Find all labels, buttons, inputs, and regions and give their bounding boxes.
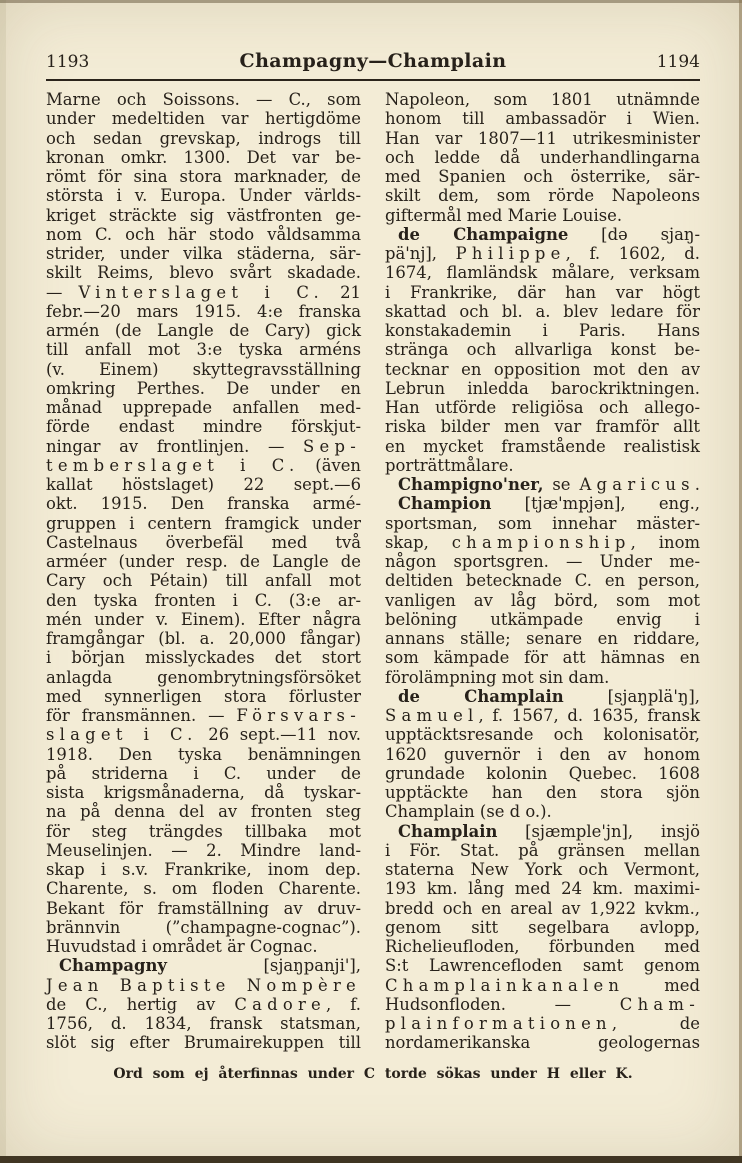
text-line: den tyska fronten i C. (3:e ar-: [46, 590, 361, 610]
text-line: största i v. Europa. Under världs-: [46, 186, 361, 206]
text-line: någon sportsgren. — Under me-: [385, 552, 700, 571]
text-line: — Vinterslaget i C. 21: [46, 282, 361, 302]
text-line: grundade kolonin Quebec. 1608: [385, 763, 700, 783]
text-line: tecknar en opposition mot den av: [385, 359, 700, 379]
text-line: febr.—20 mars 1915. 4:e franska: [46, 301, 361, 321]
text-line: Champigno'ner, se Agaricus.: [398, 475, 700, 494]
text-line: gruppen i centern framgick under: [46, 513, 361, 533]
text-line: honom till ambassadör i Wien.: [385, 109, 700, 129]
text-line: na på denna del av fronten steg: [46, 802, 361, 822]
text-line: de C., hertig av Cadore, f.: [46, 994, 361, 1014]
text-line: till anfall mot 3:e tyska arméns: [46, 340, 361, 360]
text-column-right: [385, 90, 700, 1053]
text-line: 1756, d. 1834, fransk statsman,: [46, 1014, 361, 1033]
text-line: månad upprepade anfallen med-: [46, 398, 361, 417]
page-header: [46, 50, 700, 72]
text-line: en mycket framstående realistisk: [385, 436, 700, 456]
text-line: på striderna i C. under de: [46, 763, 361, 783]
text-line: Hudsonfloden. — Cham-: [385, 994, 700, 1014]
text-line: kronan omkr. 1300. Det var be-: [46, 147, 361, 167]
text-line: kriget sträckte sig västfronten ge-: [46, 205, 361, 225]
text-line: skattad och bl. a. blev ledare för: [385, 301, 700, 321]
text-line: slaget i C. 26 sept.—11 nov.: [46, 725, 361, 745]
text-line: förde endast mindre förskjut-: [46, 417, 361, 437]
text-line: okt. 1915. Den franska armé-: [46, 494, 361, 514]
footer-note: Ord som ej återfinnas under C torde sökas under H eller K.: [113, 1065, 633, 1082]
text-line: arméer (under resp. de Langle de: [46, 552, 361, 571]
text-line: under medeltiden var hertigdöme: [46, 109, 361, 129]
text-line: Richelieufloden, förbunden med: [385, 937, 700, 956]
text-line: Castelnaus överbefäl med två: [46, 532, 361, 552]
text-line: Meuselinjen. — 2. Mindre land-: [46, 840, 361, 860]
text-line: 193 km. lång med 24 km. maximi-: [385, 879, 700, 899]
text-line: 1918. Den tyska benämningen: [46, 744, 361, 764]
text-line: Jean Baptiste Nompère: [46, 975, 361, 995]
text-line: sportsman, som innehar mäster-: [385, 513, 700, 533]
text-line: i För. Stat. på gränsen mellan: [385, 840, 700, 860]
text-line: och sedan grevskap, indrogs till: [46, 128, 361, 148]
text-line: armén (de Langle de Cary) gick: [46, 321, 361, 340]
text-line: skap, championship, inom: [385, 532, 700, 552]
text-line: giftermål med Marie Louise.: [385, 205, 623, 225]
text-line: upptäcktsresande och kolonisatör,: [385, 725, 700, 745]
text-line: de Champaigne [də sjaŋ-: [398, 224, 700, 244]
text-line: 1674, flamländsk målare, verksam: [385, 263, 700, 283]
text-column-left: [46, 90, 361, 1053]
text-line: strider, under vilka städerna, sär-: [46, 244, 361, 263]
text-line: pä'nj], Philippe, f. 1602, d.: [385, 244, 700, 263]
text-line: S:t Lawrencefloden samt genom: [385, 956, 700, 976]
text-line: nordamerikanska geologernas: [385, 1033, 700, 1053]
text-line: sista krigsmånaderna, då tyskar-: [46, 783, 361, 802]
text-line: upptäckte han den stora sjön: [385, 783, 700, 802]
text-line: konstakademin i Paris. Hans: [385, 321, 700, 340]
text-line: för fransmännen. — Försvars-: [46, 706, 361, 725]
text-line: Charente, s. om floden Charente.: [46, 879, 361, 899]
text-line: skilt Reims, blevo svårt skadade.: [46, 263, 361, 283]
text-line: kallat höstslaget) 22 sept.—6: [46, 475, 361, 494]
text-line: nom C. och här stodo våldsamma: [46, 224, 361, 244]
text-line: skilt dem, som rörde Napoleons: [385, 186, 700, 206]
text-line: Marne och Soissons. — C., som: [46, 90, 361, 109]
text-line: plainformationen, de: [385, 1014, 700, 1033]
text-line: riska bilder men var framför allt: [385, 417, 700, 437]
text-line: i början misslyckades det stort: [46, 648, 361, 668]
text-line: som kämpade för att hämnas en: [385, 648, 700, 668]
header-rule: [46, 79, 700, 81]
text-line: anlagda genombrytningsförsöket: [46, 667, 361, 687]
text-line: brännvin (”champagne-cognac”).: [46, 917, 361, 937]
text-line: vanligen av låg börd, som mot: [385, 590, 700, 610]
text-line: staterna New York och Vermont,: [385, 860, 700, 879]
text-line: för steg trängdes tillbaka mot: [46, 821, 361, 841]
text-line: Lebrun inledda barockriktningen.: [385, 378, 700, 398]
text-line: Cary och Pétain) till anfall mot: [46, 571, 361, 591]
text-line: omkring Perthes. De under en: [46, 378, 361, 398]
text-line: römt för sina stora marknader, de: [46, 167, 361, 186]
text-line: genom sitt segelbara avlopp,: [385, 917, 700, 937]
text-line: bredd och en areal av 1,922 kvkm.,: [385, 898, 700, 918]
text-line: porträttmålare.: [385, 455, 514, 475]
text-columns: [46, 90, 700, 1053]
text-line: och ledde då underhandlingarna: [385, 147, 700, 167]
text-line: ningar av frontlinjen. — Sep-: [46, 436, 361, 456]
text-line: 1620 guvernör i den av honom: [385, 744, 700, 764]
text-line: (v. Einem) skyttegravsställning: [46, 359, 361, 379]
text-line: skap i s.v. Frankrike, inom dep.: [46, 860, 361, 879]
text-line: deltiden betecknade C. en person,: [385, 571, 700, 591]
text-line: med Spanien och österrike, sär-: [385, 167, 700, 186]
text-line: belöning utkämpade envig i: [385, 609, 700, 629]
text-line: Champagny [sjaŋpanji'],: [59, 956, 361, 976]
text-line: Bekant för framställning av druv-: [46, 898, 361, 918]
text-line: framgångar (bl. a. 20,000 fångar): [46, 629, 361, 648]
text-line: slöt sig efter Brumairekuppen till: [46, 1033, 361, 1053]
text-line: annans ställe; senare en riddare,: [385, 629, 700, 648]
text-line: Champlain (se d o.).: [385, 802, 552, 822]
text-line: Han utförde religiösa och allego-: [385, 398, 700, 417]
text-line: förolämpning mot sin dam.: [385, 667, 610, 687]
text-line: Champlainkanalen med: [385, 975, 700, 995]
text-line: Han var 1807—11 utrikesminister: [385, 128, 700, 148]
text-line: Champlain [sjæmple'jn], insjö: [398, 821, 700, 841]
text-line: med synnerligen stora förluster: [46, 686, 361, 706]
page-number-left: 1193: [46, 52, 90, 72]
text-line: Napoleon, som 1801 utnämnde: [385, 90, 700, 109]
page-number-right: 1194: [656, 52, 700, 72]
text-line: de Champlain [sjaŋplä'ŋ],: [398, 686, 700, 706]
text-line: Huvudstad i området är Cognac.: [46, 937, 318, 956]
text-line: i Frankrike, där han var högt: [385, 282, 700, 302]
text-line: stränga och allvarliga konst be-: [385, 340, 700, 360]
text-line: mén under v. Einem). Efter några: [46, 609, 361, 629]
text-line: Samuel, f. 1567, d. 1635, fransk: [385, 706, 700, 725]
page-title: Champagny—Champlain: [239, 50, 507, 72]
text-line: temberslaget i C. (även: [46, 455, 361, 475]
text-line: Champion [tjæ'mpjən], eng.,: [398, 494, 700, 514]
